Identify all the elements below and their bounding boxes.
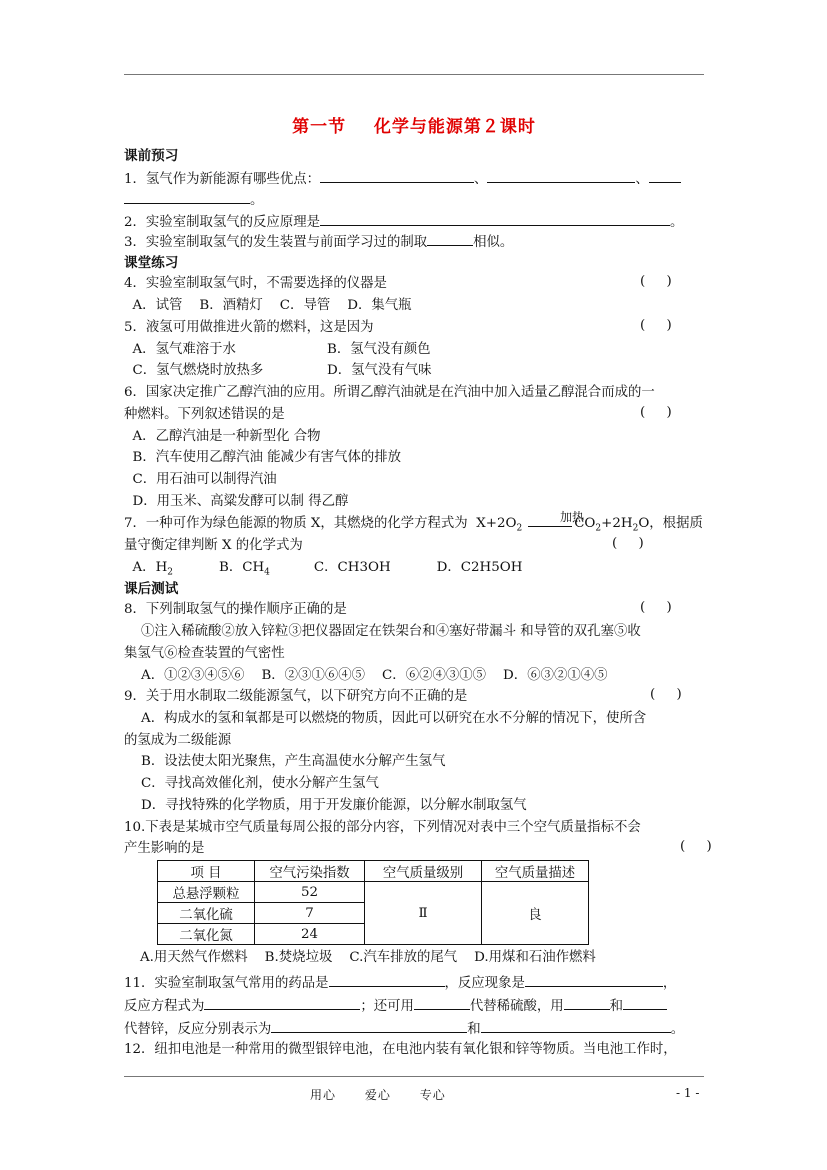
table-cell-item: 二氧化氮 bbox=[158, 924, 255, 945]
question-text: 代替稀硫酸，用 bbox=[469, 999, 564, 1014]
section-heading-class: 课堂练习 bbox=[124, 255, 179, 271]
question-6-option-b: B．汽车使用乙醇汽油 能减少有害气体的排放 bbox=[124, 450, 402, 465]
formula: CO bbox=[574, 516, 596, 531]
question-7-cont: 量守衡定律判断 X 的化学式为 bbox=[124, 538, 303, 553]
table-cell-level: Ⅱ bbox=[365, 882, 482, 945]
question-9-option-a-cont: 的氢成为二级能源 bbox=[124, 733, 232, 748]
question-8-options: A．①②③④⑤⑥ B．②③①⑥④⑤ C．⑥②④③①⑤ D．⑥③②①④⑤ bbox=[124, 668, 608, 683]
table-cell-item: 总悬浮颗粒 bbox=[158, 882, 255, 903]
question-5-option-c: C．氢气燃烧时放热多 bbox=[124, 363, 264, 378]
question-text: 7．一种可作为绿色能源的物质 X，其燃烧的化学方程式为 X+2O bbox=[124, 516, 517, 531]
question-4-options: A．试管 B．酒精灯 C．导管 D．集气瓶 bbox=[124, 298, 412, 313]
question-5: 5．液氢可用做推进火箭的燃料，这是因为 bbox=[124, 320, 374, 335]
answer-paren[interactable]: ( ) bbox=[612, 536, 644, 551]
answer-blank[interactable] bbox=[427, 231, 473, 246]
question-8-steps: ①注入稀硫酸②放入锌粒③把仪器固定在铁架台和④塞好带漏斗 和导管的双孔塞⑤收 bbox=[124, 624, 641, 639]
answer-blank[interactable] bbox=[320, 168, 474, 183]
question-5-option-b: B．氢气没有颜色 bbox=[327, 342, 431, 357]
question-10: 10.下表是某城市空气质量每周公报的部分内容，下列情况对表中三个空气质量指标不会 bbox=[124, 820, 641, 835]
footer-rule bbox=[124, 1076, 704, 1077]
question-6-cont: 种燃料。下列叙述错误的是 bbox=[124, 407, 285, 422]
punctuation: ， bbox=[662, 976, 677, 991]
question-4: 4．实验室制取氢气时，不需要选择的仪器是 bbox=[124, 276, 387, 291]
answer-paren[interactable]: ( ) bbox=[640, 405, 672, 420]
table-cell-item: 二氧化硫 bbox=[158, 903, 255, 924]
option-d: D．C2H5OH bbox=[436, 560, 523, 575]
footer-motto: 用心 爱心 专心 bbox=[310, 1088, 446, 1102]
question-text: 1．氢气作为新能源有哪些优点： bbox=[124, 172, 320, 187]
question-10-options: A.用天然气作燃料 B.焚烧垃圾 C.汽车排放的尾气 D.用煤和石油作燃料 bbox=[140, 950, 596, 965]
header-rule bbox=[124, 74, 704, 75]
question-10-cont: 产生影响的是 bbox=[124, 841, 205, 856]
table-header-row bbox=[158, 861, 589, 882]
table-header: 空气质量描述 bbox=[482, 861, 589, 882]
answer-blank[interactable] bbox=[329, 972, 445, 987]
answer-blank[interactable] bbox=[271, 1018, 467, 1033]
table-header: 空气污染指数 bbox=[255, 861, 365, 882]
table-row bbox=[158, 882, 589, 903]
answer-paren[interactable]: ( ) bbox=[680, 839, 712, 854]
answer-blank[interactable] bbox=[320, 211, 670, 226]
table-cell-index: 7 bbox=[255, 903, 365, 924]
option-a: A．H bbox=[124, 560, 168, 575]
page-title: 第一节 化学与能源第２课时 bbox=[292, 117, 536, 137]
reaction-condition-heat: 加热 bbox=[560, 510, 585, 524]
answer-paren[interactable]: ( ) bbox=[640, 600, 672, 615]
question-text: O，根据质 bbox=[638, 516, 703, 531]
question-text: 11．实验室制取氢气常用的药品是 bbox=[124, 976, 329, 991]
answer-paren[interactable]: ( ) bbox=[640, 318, 672, 333]
answer-blank[interactable] bbox=[204, 995, 360, 1010]
question-text: 和 bbox=[467, 1022, 481, 1037]
question-6-option-a: A．乙醇汽油是一种新型化 合物 bbox=[124, 429, 321, 444]
question-11-cont bbox=[124, 995, 667, 1017]
formula: +2H bbox=[601, 516, 633, 531]
question-text: 反应方程式为 bbox=[124, 999, 205, 1014]
option-b: B．CH bbox=[219, 560, 265, 575]
question-5-option-a: A．氢气难溶于水 bbox=[124, 342, 236, 357]
question-6-option-d: D．用玉米、高粱发酵可以制 得乙醇 bbox=[124, 494, 349, 509]
question-11 bbox=[124, 972, 676, 994]
table-header: 项 目 bbox=[158, 861, 255, 882]
air-quality-table bbox=[157, 860, 589, 945]
answer-blank[interactable] bbox=[525, 972, 663, 987]
question-text: 3．实验室制取氢气的发生装置与前面学习过的制取 bbox=[124, 235, 428, 250]
answer-blank[interactable] bbox=[564, 995, 610, 1010]
question-9-option-b: B．设法使太阳光聚焦，产生高温使水分解产生氢气 bbox=[124, 754, 446, 769]
question-6: 6．国家决定推广乙醇汽油的应用。所谓乙醇汽油就是在汽油中加入适量乙醇混合而成的一 bbox=[124, 385, 655, 400]
answer-paren[interactable]: ( ) bbox=[640, 274, 672, 289]
question-8-steps-cont: 集氢气⑥检查装置的气密性 bbox=[124, 646, 285, 661]
punctuation: 。 bbox=[670, 1022, 685, 1037]
table-header: 空气质量级别 bbox=[365, 861, 482, 882]
question-1 bbox=[124, 168, 681, 190]
question-9-option-a: A．构成水的氢和氧都是可以燃烧的物质，因此可以研究在水不分解的情况下，使所含 bbox=[124, 711, 647, 726]
question-text: ，反应现象是 bbox=[444, 976, 525, 991]
question-text: 代替锌，反应分别表示为 bbox=[124, 1022, 272, 1037]
question-text: ；还可用 bbox=[360, 999, 414, 1014]
option-c: C．CH3OH bbox=[313, 560, 391, 575]
question-9-option-d: D．寻找特殊的化学物质，用于开发廉价能源，以分解水制取氢气 bbox=[124, 798, 527, 813]
question-3 bbox=[124, 231, 513, 253]
table-cell-desc: 良 bbox=[482, 882, 589, 945]
section-heading-pre: 课前预习 bbox=[124, 148, 179, 164]
punctuation: 。 bbox=[250, 193, 264, 208]
question-2 bbox=[124, 211, 683, 233]
question-8: 8．下列制取氢气的操作顺序正确的是 bbox=[124, 602, 347, 617]
page-number: - 1 - bbox=[676, 1086, 700, 1100]
answer-blank[interactable] bbox=[649, 168, 681, 183]
question-7: 7．一种可作为绿色能源的物质 X，其燃烧的化学方程式为 $X+2O_2$ $CO_2+2H_2O$，根据质 bbox=[124, 516, 703, 534]
question-6-option-c: C．用石油可以制得汽油 bbox=[124, 472, 277, 487]
answer-blank[interactable] bbox=[487, 168, 635, 183]
question-text: 相似。 bbox=[473, 235, 514, 250]
question-text: 2．实验室制取氢气的反应原理是 bbox=[124, 215, 320, 230]
table-cell-index: 24 bbox=[255, 924, 365, 945]
question-text: 和 bbox=[609, 999, 624, 1014]
punctuation: 。 bbox=[670, 215, 684, 230]
answer-blank[interactable] bbox=[481, 1018, 671, 1033]
question-9: 9．关于用水制取二级能源氢气，以下研究方向不正确的是 bbox=[124, 689, 468, 704]
answer-paren[interactable]: ( ) bbox=[650, 687, 682, 702]
question-5-option-d: D．氢气没有气味 bbox=[327, 363, 432, 378]
separator: 、 bbox=[474, 172, 488, 187]
answer-blank[interactable] bbox=[124, 189, 250, 204]
answer-blank[interactable] bbox=[623, 995, 667, 1010]
table-cell-index: 52 bbox=[255, 882, 365, 903]
separator: 、 bbox=[635, 172, 649, 187]
question-7-options: A．$H_2$ B．$CH_4$ C．CH3OH D．C2H5OH bbox=[124, 560, 523, 578]
section-heading-post: 课后测试 bbox=[124, 581, 179, 597]
question-11-cont-2 bbox=[124, 1018, 684, 1040]
question-9-option-c: C．寻找高效催化剂，使水分解产生氢气 bbox=[124, 776, 379, 791]
question-12: 12．纽扣电池是一种常用的微型银锌电池，在电池内装有氧化银和锌等物质。当电池工作时， bbox=[124, 1042, 677, 1057]
question-1-cont bbox=[124, 189, 263, 211]
answer-blank[interactable] bbox=[414, 995, 470, 1010]
